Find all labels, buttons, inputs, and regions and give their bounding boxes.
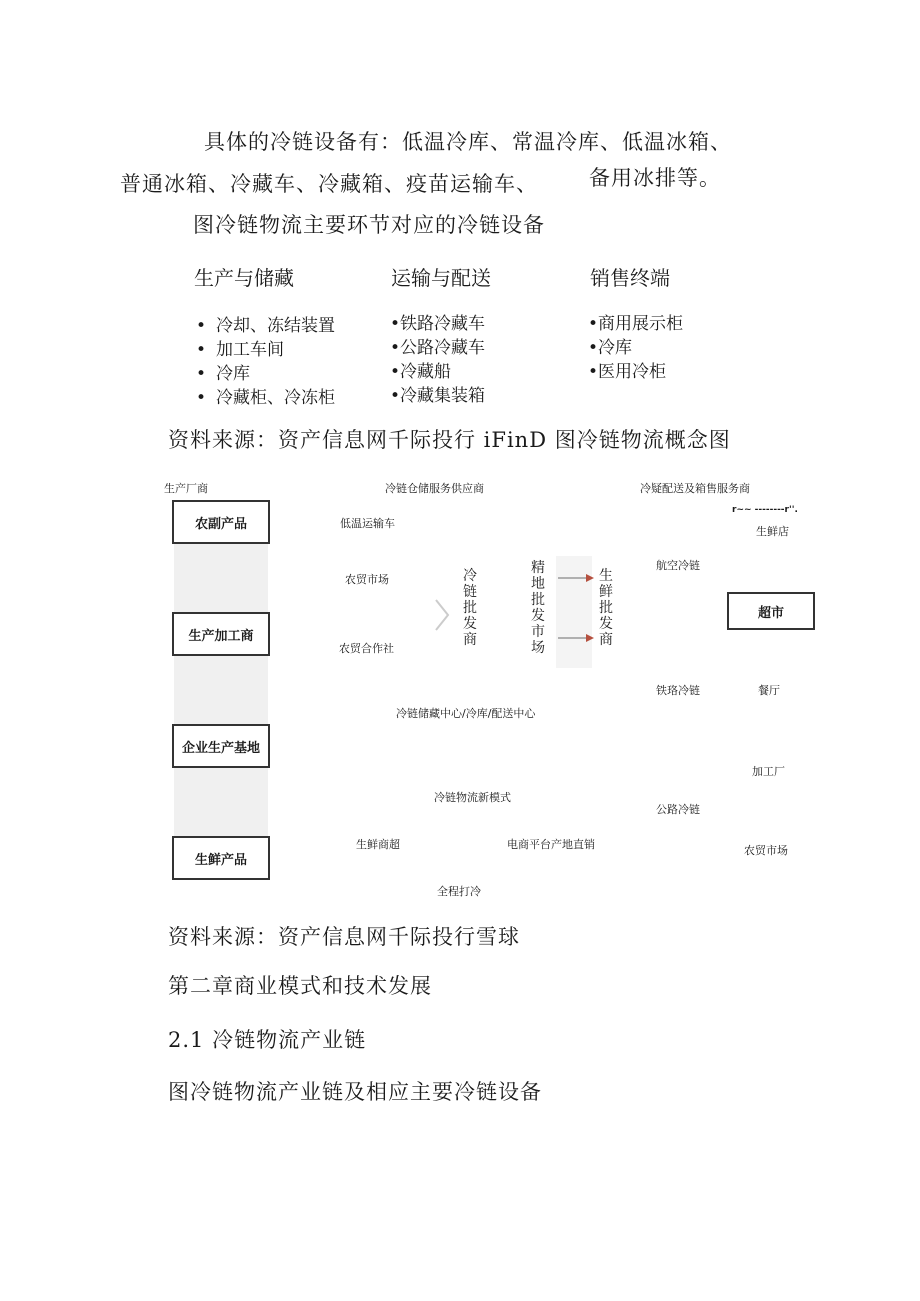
fine-market-label: 精地批发市场 — [531, 560, 545, 656]
supermarket-box: 超市 — [727, 592, 815, 630]
distribution-provider-label: 冷疑配送及箱售服务商 — [640, 482, 750, 495]
storage-provider-label: 冷链仓储服务供应商 — [385, 482, 484, 495]
connector — [174, 544, 268, 612]
list-item: 冷却、冻结装置 — [216, 316, 335, 336]
farm-market-2-label: 农贸市场 — [744, 844, 788, 857]
intro-line-2: 普通冰箱、冷藏车、冷藏箱、疫苗运输车、 — [120, 172, 538, 196]
chapter-title: 第二章商业模式和技术发展 — [168, 974, 432, 998]
bullet: • — [196, 340, 207, 360]
source-note-2: 资料来源：资产信息网千际投行雪球 — [168, 925, 520, 949]
list-item: •冷藏集装箱 — [390, 386, 486, 406]
connector — [174, 768, 268, 836]
figure-title-2: 图冷链物流产业链及相应主要冷链设备 — [168, 1080, 542, 1104]
producer-box: 企业生产基地 — [172, 724, 270, 768]
section-title: 2.1 冷链物流产业链 — [168, 1028, 367, 1052]
cold-wholesaler-label: 冷链批发商 — [463, 568, 477, 648]
fresh-wholesaler-label: 生鲜批发商 — [599, 568, 613, 648]
bullet: • — [196, 388, 207, 408]
fresh-store-label: 生鲜店 — [756, 525, 789, 538]
producer-box: 农副产品 — [172, 500, 270, 544]
intro-line-2-tail: 备用冰排等。 — [589, 166, 721, 190]
farm-market-label: 农贸市场 — [345, 573, 389, 586]
storage-center-label: 冷链储藏中心/冷库/配送中心 — [396, 707, 536, 720]
restaurant-label: 餐厅 — [758, 684, 780, 697]
noise-mark: r~~ --------r''. — [732, 505, 798, 515]
producer-label: 生产厂商 — [164, 482, 208, 495]
road-chain-label: 公路冷链 — [656, 803, 700, 816]
list-item: 冷库 — [216, 364, 250, 384]
column-header-production: 生产与储藏 — [194, 266, 294, 290]
arrow-icon — [556, 568, 596, 648]
chevron-right-icon — [434, 598, 452, 632]
connector — [174, 656, 268, 724]
list-item: •公路冷藏车 — [390, 338, 486, 358]
list-item: •铁路冷藏车 — [390, 314, 486, 334]
air-chain-label: 航空冷链 — [656, 559, 700, 572]
bullet: • — [196, 364, 207, 384]
processing-plant-label: 加工厂 — [752, 765, 785, 778]
list-item: •冷库 — [588, 338, 633, 358]
list-item: •医用冷柜 — [588, 362, 667, 382]
rail-chain-label: 铁珞冷链 — [656, 684, 700, 697]
farm-coop-label: 农贸合作社 — [339, 642, 394, 655]
list-item: 冷藏柜、冷冻柜 — [216, 388, 335, 408]
producer-box: 生鲜产品 — [172, 836, 270, 880]
list-item: 加工车间 — [216, 340, 284, 360]
producer-box: 生产加工商 — [172, 612, 270, 656]
list-item: •冷藏船 — [390, 362, 452, 382]
new-model-label: 冷链物流新模式 — [434, 791, 511, 804]
list-item: •商用展示柜 — [588, 314, 684, 334]
full-cold-label: 全程打冷 — [437, 885, 481, 898]
bullet: • — [196, 316, 207, 336]
fresh-super-label: 生鲜商超 — [356, 838, 400, 851]
column-header-transport: 运输与配送 — [391, 266, 491, 290]
source-note-1: 资料来源：资产信息网千际投行 iFinD 图冷链物流概念图 — [168, 428, 731, 452]
column-header-retail: 销售终端 — [590, 266, 670, 290]
intro-line-1: 具体的冷链设备有：低温冷库、常温冷库、低温冰箱、 — [204, 130, 732, 154]
ecommerce-label: 电商平台产地直销 — [507, 838, 595, 851]
low-temp-truck-label: 低温运输车 — [340, 517, 395, 530]
figure-title-1: 图冷链物流主要环节对应的冷链设备 — [193, 213, 545, 237]
